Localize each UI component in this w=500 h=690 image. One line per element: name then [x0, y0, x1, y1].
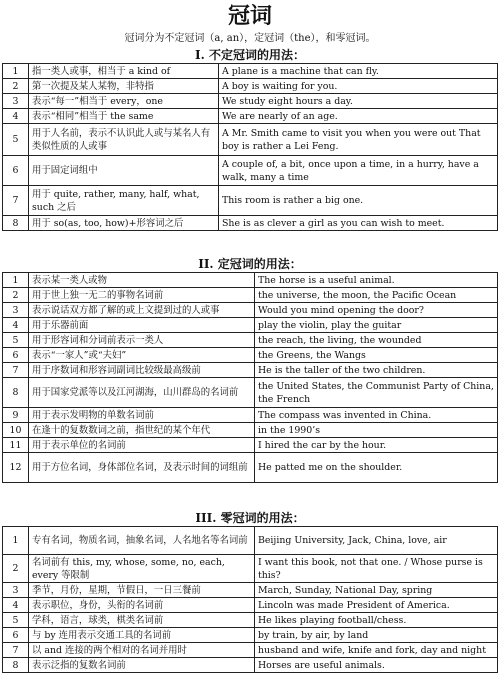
usage-cell: 用于国家党派等以及江河湖海，山川群岛的名词前	[29, 378, 255, 408]
row-number: 8	[3, 216, 29, 231]
usage-cell: 用于乐器前面	[29, 318, 255, 333]
example-cell: Horses are useful animals.	[255, 658, 498, 673]
usage-cell: 用于形容词和分词前表示一类人	[29, 333, 255, 348]
usage-cell: 用于人名前，表示不认识此人或与某名人有类似性质的人或事	[29, 124, 219, 156]
example-cell: Lincoln was made President of America.	[255, 598, 498, 613]
example-cell: Beijing University, Jack, China, love, air	[255, 527, 498, 555]
usage-cell: 在逢十的复数数词之前，指世纪的某个年代	[29, 423, 255, 438]
row-number: 5	[3, 124, 29, 156]
row-number: 1	[3, 527, 29, 555]
row-number: 7	[3, 643, 29, 658]
example-cell: A plane is a machine that can fly.	[219, 64, 498, 79]
table-row	[3, 94, 498, 109]
table-row	[3, 318, 498, 333]
table-row	[3, 628, 498, 643]
example-cell: I want this book, not that one. / Whose purse is this?	[255, 555, 498, 583]
example-cell: the Greens, the Wangs	[255, 348, 498, 363]
example-cell: A Mr. Smith came to visit you when you were out That boy is rather a Lei Feng.	[219, 124, 498, 156]
example-cell: She is as clever a girl as you can wish to meet.	[219, 216, 498, 231]
row-number: 2	[3, 555, 29, 583]
row-number: 3	[3, 94, 29, 109]
row-number: 2	[3, 79, 29, 94]
table-row	[3, 79, 498, 94]
table-row	[3, 598, 498, 613]
example-cell: He likes playing football/chess.	[255, 613, 498, 628]
row-number: 6	[3, 156, 29, 186]
usage-cell: 用于 so(as, too, how)+形容词之后	[29, 216, 219, 231]
usage-cell: 用于序数词和形容词副词比较级最高级前	[29, 363, 255, 378]
table-row	[3, 613, 498, 628]
row-number: 7	[3, 363, 29, 378]
row-number: 3	[3, 583, 29, 598]
row-number: 2	[3, 288, 29, 303]
table-row	[3, 408, 498, 423]
example-cell: Would you mind opening the door?	[255, 303, 498, 318]
table-row	[3, 423, 498, 438]
usage-cell: 表示“相同”相当于 the same	[29, 109, 219, 124]
table-row	[3, 216, 498, 231]
usage-cell: 表示“一家人”或“夫妇”	[29, 348, 255, 363]
intro-text: 冠词分为不定冠词（a, an），定冠词（the），和零冠词。	[124, 33, 376, 44]
usage-cell: 专有名词，物质名词，抽象名词，人名地名等名词前	[29, 527, 255, 555]
table-row	[3, 124, 498, 156]
indefinite-article-table	[2, 63, 498, 231]
usage-cell: 以 and 连接的两个相对的名词并用时	[29, 643, 255, 658]
table-row	[3, 109, 498, 124]
usage-cell: 与 by 连用表示交通工具的名词前	[29, 628, 255, 643]
table-row	[3, 555, 498, 583]
usage-cell: 表示某一类人或物	[29, 273, 255, 288]
table-row	[3, 453, 498, 483]
row-number: 9	[3, 408, 29, 423]
table-row	[3, 583, 498, 598]
example-cell: by train, by air, by land	[255, 628, 498, 643]
row-number: 6	[3, 348, 29, 363]
row-number: 4	[3, 318, 29, 333]
example-cell: The compass was invented in China.	[255, 408, 498, 423]
example-cell: I hired the car by the hour.	[255, 438, 498, 453]
usage-cell: 学科，语言，球类，棋类名词前	[29, 613, 255, 628]
example-cell: the reach, the living, the wounded	[255, 333, 498, 348]
table-row	[3, 378, 498, 408]
example-cell: the United States, the Communist Party of China, the French	[255, 378, 498, 408]
definite-article-table	[2, 272, 498, 483]
section-heading-indefinite: I. 不定冠词的用法：	[195, 48, 305, 62]
example-cell: play the violin, play the guitar	[255, 318, 498, 333]
table-row	[3, 186, 498, 216]
page-title: 冠词	[227, 3, 272, 29]
table-row	[3, 348, 498, 363]
table-body	[3, 273, 498, 483]
row-number: 8	[3, 658, 29, 673]
row-number: 8	[3, 378, 29, 408]
usage-cell: 用于表示单位的名词前	[29, 438, 255, 453]
example-cell: This room is rather a big one.	[219, 186, 498, 216]
example-cell: The horse is a useful animal.	[255, 273, 498, 288]
row-number: 5	[3, 333, 29, 348]
usage-cell: 表示说话双方都了解的或上文提到过的人或事	[29, 303, 255, 318]
table-row	[3, 273, 498, 288]
row-number: 7	[3, 186, 29, 216]
table-row	[3, 333, 498, 348]
example-cell: We study eight hours a day.	[219, 94, 498, 109]
table-row	[3, 288, 498, 303]
usage-cell: 表示“每一”相当于 every，one	[29, 94, 219, 109]
usage-cell: 名词前有 this, my, whose, some, no, each, every 等限制	[29, 555, 255, 583]
table-row	[3, 64, 498, 79]
usage-cell: 第一次提及某人某物，非特指	[29, 79, 219, 94]
example-cell: A couple of, a bit, once upon a time, in a hurry, have a walk, many a time	[219, 156, 498, 186]
row-number: 5	[3, 613, 29, 628]
table-row	[3, 438, 498, 453]
row-number: 10	[3, 423, 29, 438]
usage-cell: 指一类人或事，相当于 a kind of	[29, 64, 219, 79]
usage-cell: 用于方位名词，身体部位名词，及表示时间的词组前	[29, 453, 255, 483]
row-number: 1	[3, 64, 29, 79]
row-number: 1	[3, 273, 29, 288]
table-row	[3, 156, 498, 186]
table-row	[3, 303, 498, 318]
usage-cell: 季节，月份，星期，节假日，一日三餐前	[29, 583, 255, 598]
zero-article-table	[2, 526, 498, 673]
row-number: 4	[3, 598, 29, 613]
usage-cell: 用于表示发明物的单数名词前	[29, 408, 255, 423]
section-heading-zero: III. 零冠词的用法：	[195, 511, 305, 525]
table-row	[3, 363, 498, 378]
example-cell: husband and wife, knife and fork, day and night	[255, 643, 498, 658]
row-number: 3	[3, 303, 29, 318]
row-number: 4	[3, 109, 29, 124]
usage-cell: 表示职位，身份，头衔的名词前	[29, 598, 255, 613]
row-number: 11	[3, 438, 29, 453]
usage-cell: 表示泛指的复数名词前	[29, 658, 255, 673]
usage-cell: 用于世上独一无二的事物名词前	[29, 288, 255, 303]
table-row	[3, 658, 498, 673]
row-number: 6	[3, 628, 29, 643]
example-cell: March, Sunday, National Day, spring	[255, 583, 498, 598]
usage-cell: 用于 quite, rather, many, half, what, such 之后	[29, 186, 219, 216]
example-cell: He is the taller of the two children.	[255, 363, 498, 378]
example-cell: the universe, the moon, the Pacific Ocean	[255, 288, 498, 303]
section-heading-definite: II. 定冠词的用法：	[198, 257, 302, 271]
example-cell: in the 1990’s	[255, 423, 498, 438]
table-body	[3, 527, 498, 673]
table-row	[3, 527, 498, 555]
example-cell: He patted me on the shoulder.	[255, 453, 498, 483]
table-body	[3, 64, 498, 231]
example-cell: A boy is waiting for you.	[219, 79, 498, 94]
example-cell: We are nearly of an age.	[219, 109, 498, 124]
row-number: 12	[3, 453, 29, 483]
usage-cell: 用于固定词组中	[29, 156, 219, 186]
table-row	[3, 643, 498, 658]
